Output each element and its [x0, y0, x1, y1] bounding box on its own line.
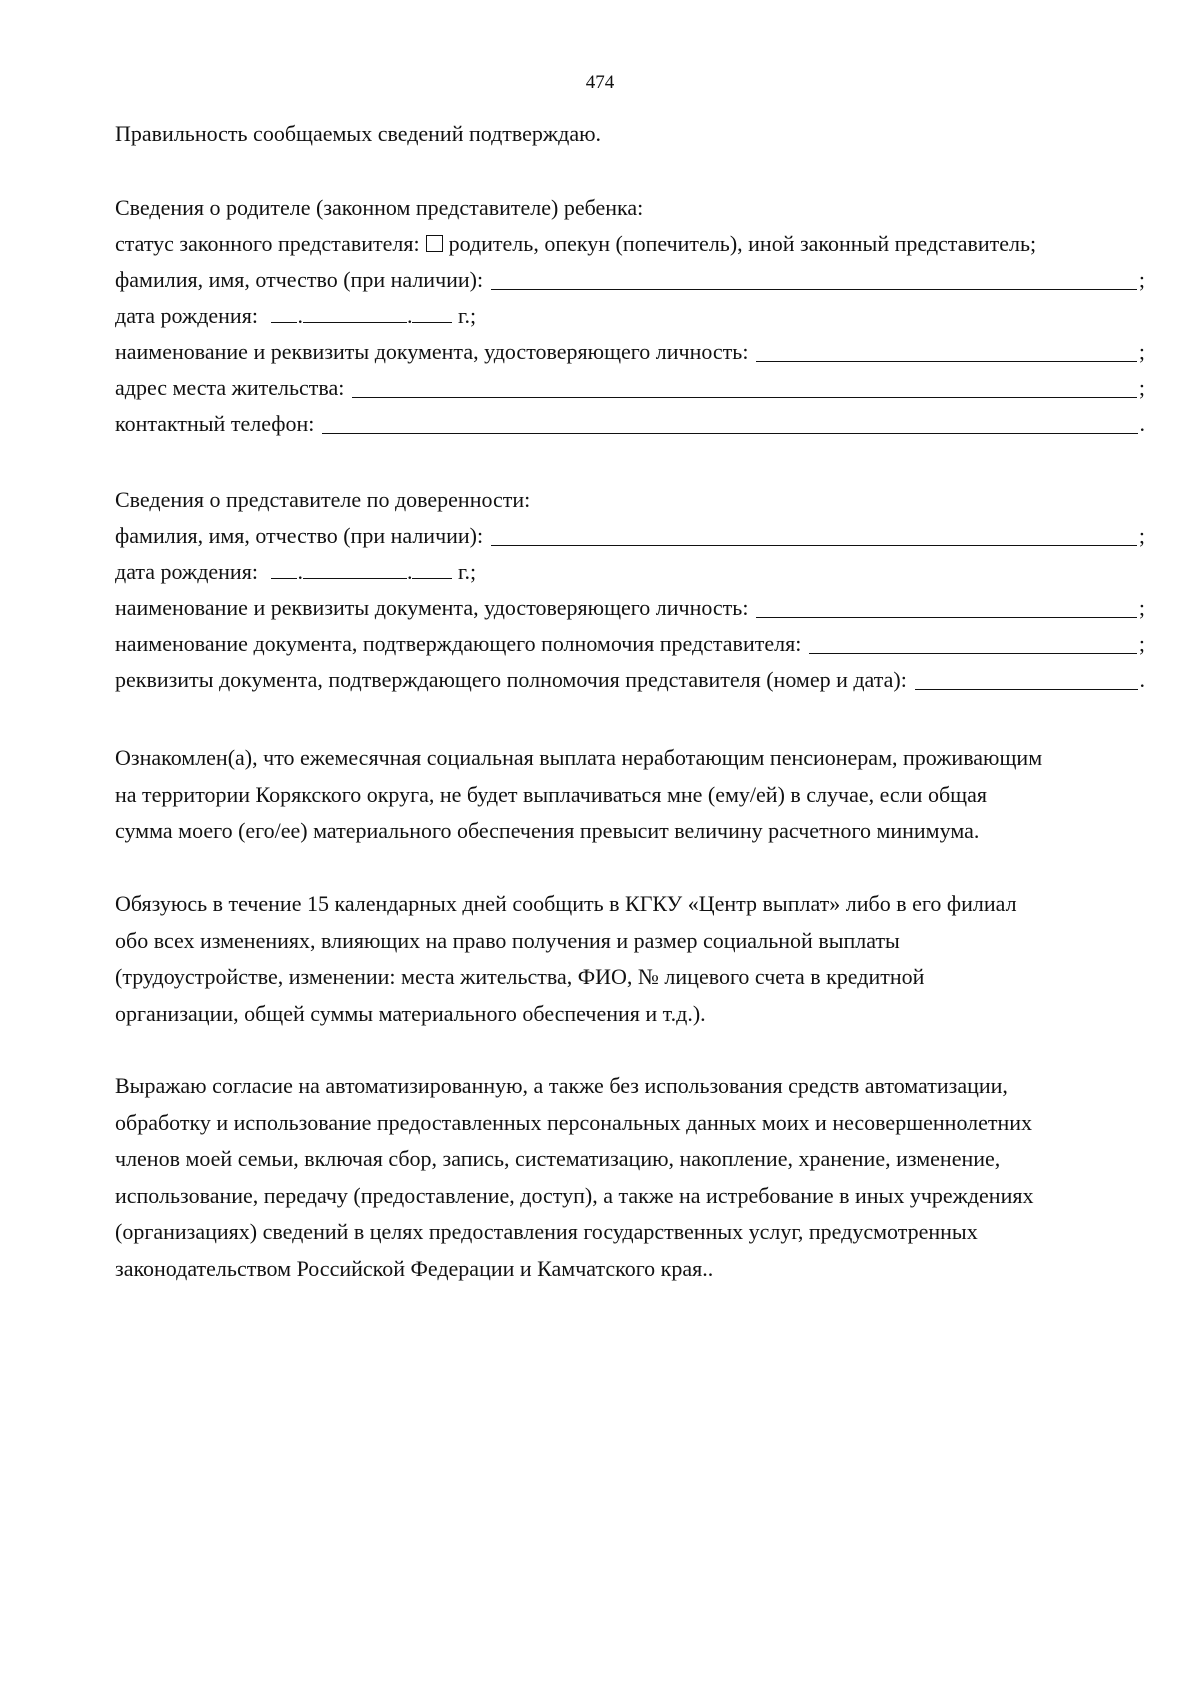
parent-phone-field[interactable]: [322, 411, 1137, 434]
parent-address-field[interactable]: [352, 375, 1136, 398]
parent-id-doc-end: ;: [1138, 339, 1145, 364]
proxy-fio-line: [115, 518, 1145, 554]
parent-status-label: статус законного представителя:: [115, 231, 420, 256]
consent-line: Выражаю согласие на автоматизированную, а также без использования средств автоматизации,: [115, 1073, 1008, 1098]
page-number: 474: [585, 72, 615, 93]
consent-line: членов моей семьи, включая сбор, запись, систематизацию, накопление, хранение, изменение,: [115, 1146, 1001, 1171]
parent-section: [115, 190, 1145, 442]
parent-id-doc-label: наименование и реквизиты документа, удостоверяющего личность:: [115, 339, 749, 364]
proxy-authority-doc-label: наименование документа, подтверждающего полномочия представителя:: [115, 631, 802, 656]
parent-phone-end: .: [1139, 411, 1145, 436]
notice-paragraph: [115, 740, 1145, 850]
proxy-fio-field[interactable]: [491, 523, 1137, 546]
obligation-line: организации, общей суммы материального обеспечения и т.д.).: [115, 1000, 706, 1026]
obligation-line: Обязуюсь в течение 15 календарных дней сообщить в КГКУ «Центр выплат» либо в его филиал: [115, 891, 1017, 916]
proxy-birth-suffix: г.;: [457, 559, 477, 584]
proxy-id-doc-field[interactable]: [756, 595, 1136, 618]
parent-status-line: [115, 226, 1145, 262]
obligation-paragraph: [115, 886, 1145, 1032]
proxy-birth-year-field[interactable]: [412, 556, 452, 579]
proxy-authority-doc-field[interactable]: [809, 631, 1137, 654]
consent-line: обработку и использование предоставленных персональных данных моих и несовершеннолетних: [115, 1109, 1033, 1135]
parent-address-label: адрес места жительства:: [115, 375, 345, 400]
parent-phone-label: контактный телефон:: [115, 411, 315, 436]
proxy-section: [115, 482, 1145, 698]
parent-status-options: родитель, опекун (попечитель), иной законный представитель;: [448, 231, 1037, 256]
parent-birth-line: дата рождения: . . г.;: [115, 298, 1145, 334]
proxy-authority-details-line: [115, 662, 1145, 698]
confirmation-block: [115, 116, 1145, 152]
parent-birth-suffix: г.;: [457, 303, 477, 328]
proxy-id-doc-label: наименование и реквизиты документа, удостоверяющего личность:: [115, 595, 749, 620]
proxy-id-doc-line: [115, 590, 1145, 626]
proxy-id-doc-end: ;: [1138, 595, 1145, 620]
parent-fio-label: фамилия, имя, отчество (при наличии):: [115, 267, 484, 292]
proxy-authority-doc-line: [115, 626, 1145, 662]
proxy-section-heading: Сведения о представителе по доверенности:: [115, 487, 531, 512]
notice-line: Ознакомлен(а), что ежемесячная социальная выплата неработающим пенсионерам, проживающим: [115, 745, 1043, 770]
proxy-birth-day-field[interactable]: [271, 556, 297, 579]
parent-fio-field[interactable]: [491, 267, 1137, 290]
obligation-line: (трудоустройстве, изменении: места жительства, ФИО, № лицевого счета в кредитной: [115, 964, 925, 989]
consent-paragraph: [115, 1068, 1145, 1287]
parent-id-doc-field[interactable]: [756, 339, 1136, 362]
consent-line: (организациях) сведений в целях предоставления государственных услуг, предусмотренных: [115, 1219, 978, 1244]
obligation-line: обо всех изменениях, влияющих на право получения и размер социальной выплаты: [115, 927, 900, 953]
proxy-birth-line: дата рождения: . . г.;: [115, 554, 1145, 590]
parent-birth-year-field[interactable]: [412, 300, 452, 323]
parent-address-end: ;: [1138, 375, 1145, 400]
parent-birth-day-field[interactable]: [271, 300, 297, 323]
consent-line: использование, передачу (предоставление, доступ), а также на истребование в иных учреждениях: [115, 1182, 1034, 1208]
parent-fio-end: ;: [1138, 267, 1145, 292]
proxy-fio-label: фамилия, имя, отчество (при наличии):: [115, 523, 484, 548]
confirmation-text: Правильность сообщаемых сведений подтверждаю.: [115, 121, 602, 146]
parent-id-doc-line: [115, 334, 1145, 370]
parent-birth-label: дата рождения:: [115, 303, 258, 328]
notice-line: сумма моего (его/ее) материального обеспечения превысит величину расчетного минимума.: [115, 818, 980, 843]
proxy-authority-details-field[interactable]: [915, 667, 1138, 690]
parent-phone-line: [115, 406, 1145, 442]
proxy-authority-details-end: .: [1139, 667, 1145, 692]
parent-status-checkbox[interactable]: [426, 235, 443, 252]
parent-section-heading: Сведения о родителе (законном представителе) ребенка:: [115, 195, 644, 220]
parent-fio-line: [115, 262, 1145, 298]
proxy-authority-doc-end: ;: [1138, 631, 1145, 656]
proxy-birth-month-field[interactable]: [303, 556, 407, 579]
parent-birth-month-field[interactable]: [303, 300, 407, 323]
proxy-fio-end: ;: [1138, 523, 1145, 548]
parent-address-line: [115, 370, 1145, 406]
consent-line: законодательством Российской Федерации и Камчатского края..: [115, 1255, 714, 1281]
notice-line: на территории Корякского округа, не будет выплачиваться мне (ему/ей) в случае, если общая: [115, 781, 987, 807]
proxy-birth-label: дата рождения:: [115, 559, 258, 584]
proxy-authority-details-label: реквизиты документа, подтверждающего полномочия представителя (номер и дата):: [115, 667, 907, 692]
